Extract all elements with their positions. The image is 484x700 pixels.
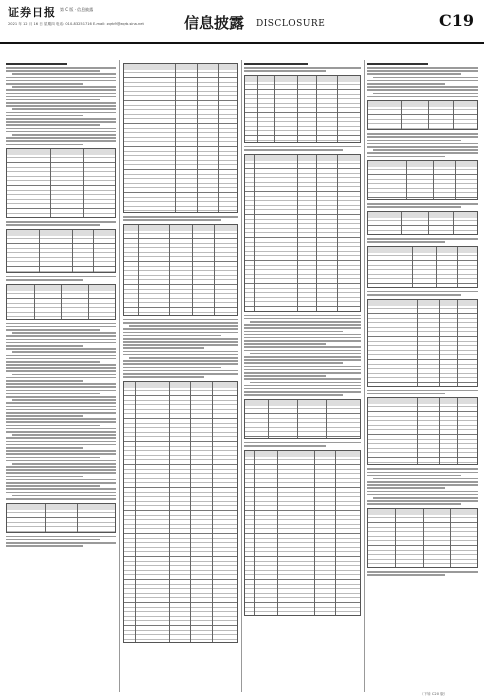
column-1 (6, 60, 116, 692)
data-table (123, 224, 238, 316)
date-line: 2021 年 12 月 16 日 星期四 电话: 010-83251716 E-mail: zqrb9@zqrb.sina.net (8, 22, 144, 26)
column-divider (119, 60, 120, 692)
section-heading (367, 63, 428, 65)
data-table (367, 246, 478, 288)
data-table (123, 63, 238, 213)
masthead (0, 0, 484, 44)
data-table (244, 450, 361, 616)
data-table (244, 399, 361, 439)
data-table (367, 508, 478, 568)
column-divider (364, 60, 365, 692)
data-table (6, 229, 116, 273)
column-4 (367, 60, 478, 692)
page-content (6, 60, 478, 692)
column-3 (244, 60, 361, 692)
data-table (123, 381, 238, 643)
data-table (367, 100, 478, 130)
data-table (6, 284, 116, 320)
data-table (367, 160, 478, 200)
data-table (367, 397, 478, 465)
column-2 (123, 60, 238, 692)
section-title-en: DISCLOSURE (256, 19, 326, 29)
newspaper-logo: 证券日报 (8, 6, 56, 19)
newspaper-subtitle: 第 C 版 · 信息披露 (60, 7, 94, 12)
section-heading (6, 63, 67, 65)
data-table (244, 75, 361, 143)
section-heading (244, 63, 308, 65)
section-title: 信息披露 (184, 14, 245, 32)
continuation-note: （下转 C20 版） (420, 692, 448, 696)
page-number: C19 (439, 11, 474, 30)
data-table (6, 503, 116, 533)
data-table (6, 148, 116, 218)
column-divider (241, 60, 242, 692)
data-table (244, 154, 361, 312)
data-table (367, 299, 478, 387)
data-table (367, 211, 478, 235)
